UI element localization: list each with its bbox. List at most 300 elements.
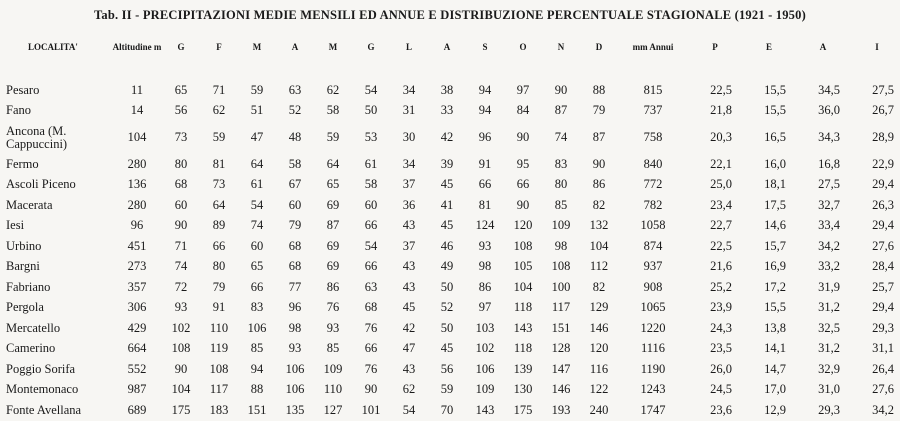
value-cell: 29,3 — [818, 402, 840, 417]
value-cell: 17,0 — [764, 382, 786, 397]
value-cell: 1058 — [640, 218, 666, 233]
value-cell: 108 — [551, 259, 571, 274]
value-cell: 16,8 — [818, 156, 840, 171]
value-cell: 50 — [440, 279, 454, 294]
value-cell: 24,5 — [710, 382, 732, 397]
value-cell: 183 — [209, 402, 229, 417]
value-cell: 87 — [554, 103, 568, 118]
value-cell: 33,4 — [818, 218, 840, 233]
value-cell: 15,5 — [764, 82, 786, 97]
value-cell: 16,0 — [764, 156, 786, 171]
table-row — [0, 380, 900, 401]
value-cell: 122 — [589, 382, 609, 397]
value-cell: 76 — [364, 361, 378, 376]
value-cell: 23,4 — [710, 197, 732, 212]
value-cell: 62 — [212, 103, 226, 118]
column-header: O — [519, 42, 527, 52]
value-cell: 135 — [285, 402, 305, 417]
value-cell: 15,5 — [764, 103, 786, 118]
value-cell: 90 — [516, 130, 530, 144]
value-cell: 146 — [589, 320, 609, 335]
value-cell: 47 — [402, 341, 416, 356]
value-cell: 70 — [440, 402, 454, 417]
value-cell: 108 — [513, 238, 533, 253]
value-cell: 106 — [285, 361, 305, 376]
column-header: A — [291, 42, 299, 52]
value-cell: 102 — [171, 320, 191, 335]
value-cell: 83 — [250, 300, 264, 315]
location-cell: Fabriano — [6, 279, 51, 294]
value-cell: 52 — [288, 103, 302, 118]
column-header: Altitudine m — [112, 42, 162, 52]
value-cell: 27,6 — [872, 238, 894, 253]
value-cell: 91 — [212, 300, 226, 315]
value-cell: 89 — [212, 218, 226, 233]
value-cell: 67 — [288, 177, 302, 192]
value-cell: 50 — [364, 103, 378, 118]
value-cell: 33 — [440, 103, 454, 118]
value-cell: 45 — [402, 300, 416, 315]
value-cell: 552 — [127, 361, 147, 376]
value-cell: 26,7 — [872, 103, 894, 118]
value-cell: 32,9 — [818, 361, 840, 376]
value-cell: 108 — [209, 361, 229, 376]
value-cell: 1116 — [640, 341, 666, 356]
value-cell: 45 — [440, 341, 454, 356]
value-cell: 90 — [174, 361, 188, 376]
value-cell: 34,2 — [818, 238, 840, 253]
value-cell: 104 — [171, 382, 191, 397]
column-header: LOCALITA' — [28, 42, 78, 52]
value-cell: 31 — [402, 103, 416, 118]
value-cell: 143 — [513, 320, 533, 335]
value-cell: 100 — [551, 279, 571, 294]
column-header: G — [367, 42, 375, 52]
column-header: G — [177, 42, 185, 52]
value-cell: 34,2 — [872, 402, 894, 417]
value-cell: 22,5 — [710, 82, 732, 97]
value-cell: 54 — [402, 402, 416, 417]
value-cell: 69 — [326, 197, 340, 212]
value-cell: 758 — [643, 130, 663, 144]
value-cell: 82 — [592, 279, 606, 294]
value-cell: 82 — [592, 197, 606, 212]
value-cell: 34 — [402, 82, 416, 97]
value-cell: 101 — [361, 402, 381, 417]
value-cell: 21,6 — [710, 259, 732, 274]
value-cell: 65 — [174, 82, 188, 97]
value-cell: 62 — [402, 382, 416, 397]
value-cell: 91 — [478, 156, 492, 171]
value-cell: 34,5 — [818, 82, 840, 97]
value-cell: 64 — [250, 156, 264, 171]
location-cell: Fermo — [6, 156, 39, 171]
value-cell: 118 — [513, 341, 533, 356]
value-cell: 737 — [643, 103, 663, 118]
location-cell: Iesi — [6, 218, 25, 233]
value-cell: 81 — [212, 156, 226, 171]
value-cell: 772 — [643, 177, 663, 192]
value-cell: 11 — [130, 82, 144, 97]
table-row — [0, 339, 900, 360]
value-cell: 110 — [323, 382, 343, 397]
value-cell: 23,9 — [710, 300, 732, 315]
value-cell: 42 — [440, 130, 454, 144]
value-cell: 73 — [212, 177, 226, 192]
value-cell: 66 — [516, 177, 530, 192]
value-cell: 77 — [288, 279, 302, 294]
value-cell: 52 — [440, 300, 454, 315]
value-cell: 874 — [643, 238, 663, 253]
value-cell: 151 — [247, 402, 267, 417]
value-cell: 25,2 — [710, 279, 732, 294]
value-cell: 104 — [513, 279, 533, 294]
value-cell: 94 — [478, 103, 492, 118]
value-cell: 96 — [478, 130, 492, 144]
value-cell: 54 — [250, 197, 264, 212]
value-cell: 31,9 — [818, 279, 840, 294]
value-cell: 42 — [402, 320, 416, 335]
column-header: L — [405, 42, 412, 52]
value-cell: 451 — [127, 238, 147, 253]
value-cell: 14,1 — [764, 341, 786, 356]
value-cell: 98 — [478, 259, 492, 274]
value-cell: 43 — [402, 259, 416, 274]
location-cell: Fonte Avellana — [6, 402, 82, 417]
table-row — [0, 195, 900, 216]
value-cell: 34,3 — [818, 130, 840, 144]
value-cell: 908 — [643, 279, 663, 294]
table-body — [0, 80, 900, 421]
value-cell: 83 — [554, 156, 568, 171]
value-cell: 193 — [551, 402, 571, 417]
value-cell: 25,7 — [872, 279, 894, 294]
value-cell: 68 — [364, 300, 378, 315]
value-cell: 1747 — [640, 402, 666, 417]
table-row — [0, 277, 900, 298]
location-cell: Bargni — [6, 259, 40, 274]
value-cell: 120 — [589, 341, 609, 356]
value-cell: 93 — [478, 238, 492, 253]
value-cell: 117 — [551, 300, 571, 315]
value-cell: 32,5 — [818, 320, 840, 335]
value-cell: 20,3 — [710, 130, 732, 144]
table-row — [0, 257, 900, 278]
value-cell: 28,4 — [872, 259, 894, 274]
value-cell: 66 — [212, 238, 226, 253]
value-cell: 273 — [127, 259, 147, 274]
value-cell: 48 — [288, 130, 302, 144]
value-cell: 15,7 — [764, 238, 786, 253]
value-cell: 56 — [174, 103, 188, 118]
value-cell: 61 — [250, 177, 264, 192]
value-cell: 120 — [513, 218, 533, 233]
value-cell: 17,5 — [764, 197, 786, 212]
value-cell: 58 — [288, 156, 302, 171]
column-header: E — [765, 42, 772, 52]
value-cell: 58 — [326, 103, 340, 118]
value-cell: 97 — [478, 300, 492, 315]
value-cell: 69 — [326, 259, 340, 274]
value-cell: 102 — [475, 341, 495, 356]
value-cell: 31,2 — [818, 300, 840, 315]
value-cell: 58 — [364, 177, 378, 192]
value-cell: 29,4 — [872, 300, 894, 315]
value-cell: 90 — [592, 156, 606, 171]
value-cell: 106 — [475, 361, 495, 376]
precipitation-table — [0, 40, 900, 421]
value-cell: 98 — [554, 238, 568, 253]
value-cell: 85 — [326, 341, 340, 356]
value-cell: 38 — [440, 82, 454, 97]
value-cell: 68 — [288, 259, 302, 274]
value-cell: 76 — [326, 300, 340, 315]
value-cell: 14,6 — [764, 218, 786, 233]
value-cell: 65 — [250, 259, 264, 274]
value-cell: 66 — [364, 218, 378, 233]
value-cell: 63 — [288, 82, 302, 97]
value-cell: 66 — [364, 259, 378, 274]
value-cell: 31,1 — [872, 341, 894, 356]
value-cell: 71 — [174, 238, 188, 253]
value-cell: 306 — [127, 300, 147, 315]
value-cell: 90 — [174, 218, 188, 233]
value-cell: 26,3 — [872, 197, 894, 212]
location-cell: Fano — [6, 103, 31, 118]
value-cell: 1220 — [640, 320, 666, 335]
location-cell: Pergola — [6, 300, 44, 315]
value-cell: 53 — [364, 130, 378, 144]
column-header: S — [482, 42, 488, 52]
value-cell: 60 — [364, 197, 378, 212]
value-cell: 66 — [478, 177, 492, 192]
value-cell: 28,9 — [872, 130, 894, 144]
header-row — [0, 40, 900, 80]
value-cell: 59 — [326, 130, 340, 144]
value-cell: 39 — [440, 156, 454, 171]
location-cell: Camerino — [6, 341, 56, 356]
value-cell: 50 — [440, 320, 454, 335]
value-cell: 86 — [592, 177, 606, 192]
value-cell: 31,0 — [818, 382, 840, 397]
value-cell: 74 — [174, 259, 188, 274]
value-cell: 27,6 — [872, 382, 894, 397]
value-cell: 80 — [554, 177, 568, 192]
value-cell: 43 — [402, 218, 416, 233]
location-cell: Ancona (M. Cappuccini) — [6, 123, 68, 151]
value-cell: 46 — [440, 238, 454, 253]
column-header: P — [712, 42, 718, 52]
value-cell: 12,9 — [764, 402, 786, 417]
column-header: mm Annui — [632, 42, 674, 52]
value-cell: 71 — [212, 82, 226, 97]
value-cell: 80 — [212, 259, 226, 274]
table-row — [0, 101, 900, 122]
value-cell: 62 — [326, 82, 340, 97]
value-cell: 29,4 — [872, 218, 894, 233]
value-cell: 124 — [475, 218, 495, 233]
value-cell: 840 — [643, 156, 663, 171]
value-cell: 118 — [513, 300, 533, 315]
value-cell: 90 — [516, 197, 530, 212]
value-cell: 45 — [440, 177, 454, 192]
table-row — [0, 121, 900, 154]
table-row — [0, 298, 900, 319]
value-cell: 63 — [364, 279, 378, 294]
value-cell: 81 — [478, 197, 492, 212]
value-cell: 128 — [551, 341, 571, 356]
value-cell: 73 — [174, 130, 188, 144]
value-cell: 1243 — [640, 382, 666, 397]
value-cell: 16,5 — [764, 130, 786, 144]
value-cell: 79 — [592, 103, 606, 118]
table-row — [0, 216, 900, 237]
value-cell: 84 — [516, 103, 530, 118]
table-row — [0, 175, 900, 196]
value-cell: 85 — [250, 341, 264, 356]
value-cell: 51 — [250, 103, 264, 118]
value-cell: 74 — [554, 130, 568, 144]
value-cell: 151 — [551, 320, 571, 335]
value-cell: 68 — [288, 238, 302, 253]
value-cell: 1190 — [640, 361, 666, 376]
value-cell: 23,6 — [710, 402, 732, 417]
value-cell: 60 — [288, 197, 302, 212]
value-cell: 98 — [288, 320, 302, 335]
value-cell: 60 — [250, 238, 264, 253]
column-header: I — [875, 42, 879, 52]
location-cell: Urbino — [6, 238, 42, 253]
value-cell: 68 — [174, 177, 188, 192]
value-cell: 22,5 — [710, 238, 732, 253]
value-cell: 90 — [364, 382, 378, 397]
value-cell: 34 — [402, 156, 416, 171]
value-cell: 27,5 — [872, 82, 894, 97]
value-cell: 21,8 — [710, 103, 732, 118]
value-cell: 66 — [250, 279, 264, 294]
column-header: F — [216, 42, 222, 52]
value-cell: 26,4 — [872, 361, 894, 376]
value-cell: 74 — [250, 218, 264, 233]
value-cell: 54 — [364, 238, 378, 253]
value-cell: 108 — [171, 341, 191, 356]
value-cell: 60 — [174, 197, 188, 212]
table-row — [0, 318, 900, 339]
value-cell: 103 — [475, 320, 495, 335]
value-cell: 31,2 — [818, 341, 840, 356]
value-cell: 87 — [326, 218, 340, 233]
value-cell: 69 — [326, 238, 340, 253]
value-cell: 93 — [326, 320, 340, 335]
column-header: A — [819, 42, 827, 52]
location-cell: Ascoli Piceno — [6, 177, 76, 192]
value-cell: 65 — [326, 177, 340, 192]
value-cell: 85 — [554, 197, 568, 212]
location-cell: Mercatello — [6, 320, 61, 335]
value-cell: 109 — [323, 361, 343, 376]
value-cell: 13,8 — [764, 320, 786, 335]
value-cell: 95 — [516, 156, 530, 171]
column-header: M — [328, 42, 338, 52]
value-cell: 18,1 — [764, 177, 786, 192]
value-cell: 15,5 — [764, 300, 786, 315]
value-cell: 22,1 — [710, 156, 732, 171]
value-cell: 79 — [212, 279, 226, 294]
location-cell: Pesaro — [6, 82, 40, 97]
value-cell: 56 — [440, 361, 454, 376]
value-cell: 175 — [171, 402, 191, 417]
value-cell: 54 — [364, 82, 378, 97]
value-cell: 117 — [209, 382, 229, 397]
value-cell: 45 — [440, 218, 454, 233]
value-cell: 130 — [513, 382, 533, 397]
value-cell: 47 — [250, 130, 264, 144]
value-cell: 105 — [513, 259, 533, 274]
value-cell: 37 — [402, 177, 416, 192]
value-cell: 119 — [209, 341, 229, 356]
value-cell: 43 — [402, 361, 416, 376]
value-cell: 280 — [127, 197, 147, 212]
value-cell: 24,3 — [710, 320, 732, 335]
value-cell: 240 — [589, 402, 609, 417]
value-cell: 90 — [554, 82, 568, 97]
value-cell: 106 — [247, 320, 267, 335]
value-cell: 29,3 — [872, 320, 894, 335]
value-cell: 132 — [589, 218, 609, 233]
value-cell: 22,7 — [710, 218, 732, 233]
location-cell: Macerata — [6, 197, 53, 212]
value-cell: 96 — [130, 218, 144, 233]
value-cell: 72 — [174, 279, 188, 294]
value-cell: 43 — [402, 279, 416, 294]
table-row — [0, 80, 900, 101]
value-cell: 97 — [516, 82, 530, 97]
value-cell: 106 — [285, 382, 305, 397]
value-cell: 96 — [288, 300, 302, 315]
value-cell: 147 — [551, 361, 571, 376]
value-cell: 88 — [250, 382, 264, 397]
value-cell: 64 — [326, 156, 340, 171]
value-cell: 30 — [402, 130, 416, 144]
value-cell: 86 — [326, 279, 340, 294]
value-cell: 93 — [174, 300, 188, 315]
value-cell: 32,7 — [818, 197, 840, 212]
value-cell: 29,4 — [872, 177, 894, 192]
value-cell: 357 — [127, 279, 147, 294]
value-cell: 175 — [513, 402, 533, 417]
table-row — [0, 400, 900, 421]
value-cell: 143 — [475, 402, 495, 417]
table-header — [0, 40, 900, 80]
location-cell: Poggio Sorifa — [6, 361, 76, 376]
value-cell: 127 — [323, 402, 343, 417]
value-cell: 104 — [127, 130, 147, 144]
column-header: N — [557, 42, 565, 52]
value-cell: 27,5 — [818, 177, 840, 192]
value-cell: 94 — [478, 82, 492, 97]
value-cell: 14 — [130, 103, 144, 118]
value-cell: 1065 — [640, 300, 666, 315]
value-cell: 59 — [212, 130, 226, 144]
value-cell: 41 — [440, 197, 454, 212]
value-cell: 109 — [475, 382, 495, 397]
column-header: M — [252, 42, 262, 52]
value-cell: 64 — [212, 197, 226, 212]
value-cell: 14,7 — [764, 361, 786, 376]
value-cell: 59 — [440, 382, 454, 397]
column-header: A — [443, 42, 451, 52]
value-cell: 16,9 — [764, 259, 786, 274]
